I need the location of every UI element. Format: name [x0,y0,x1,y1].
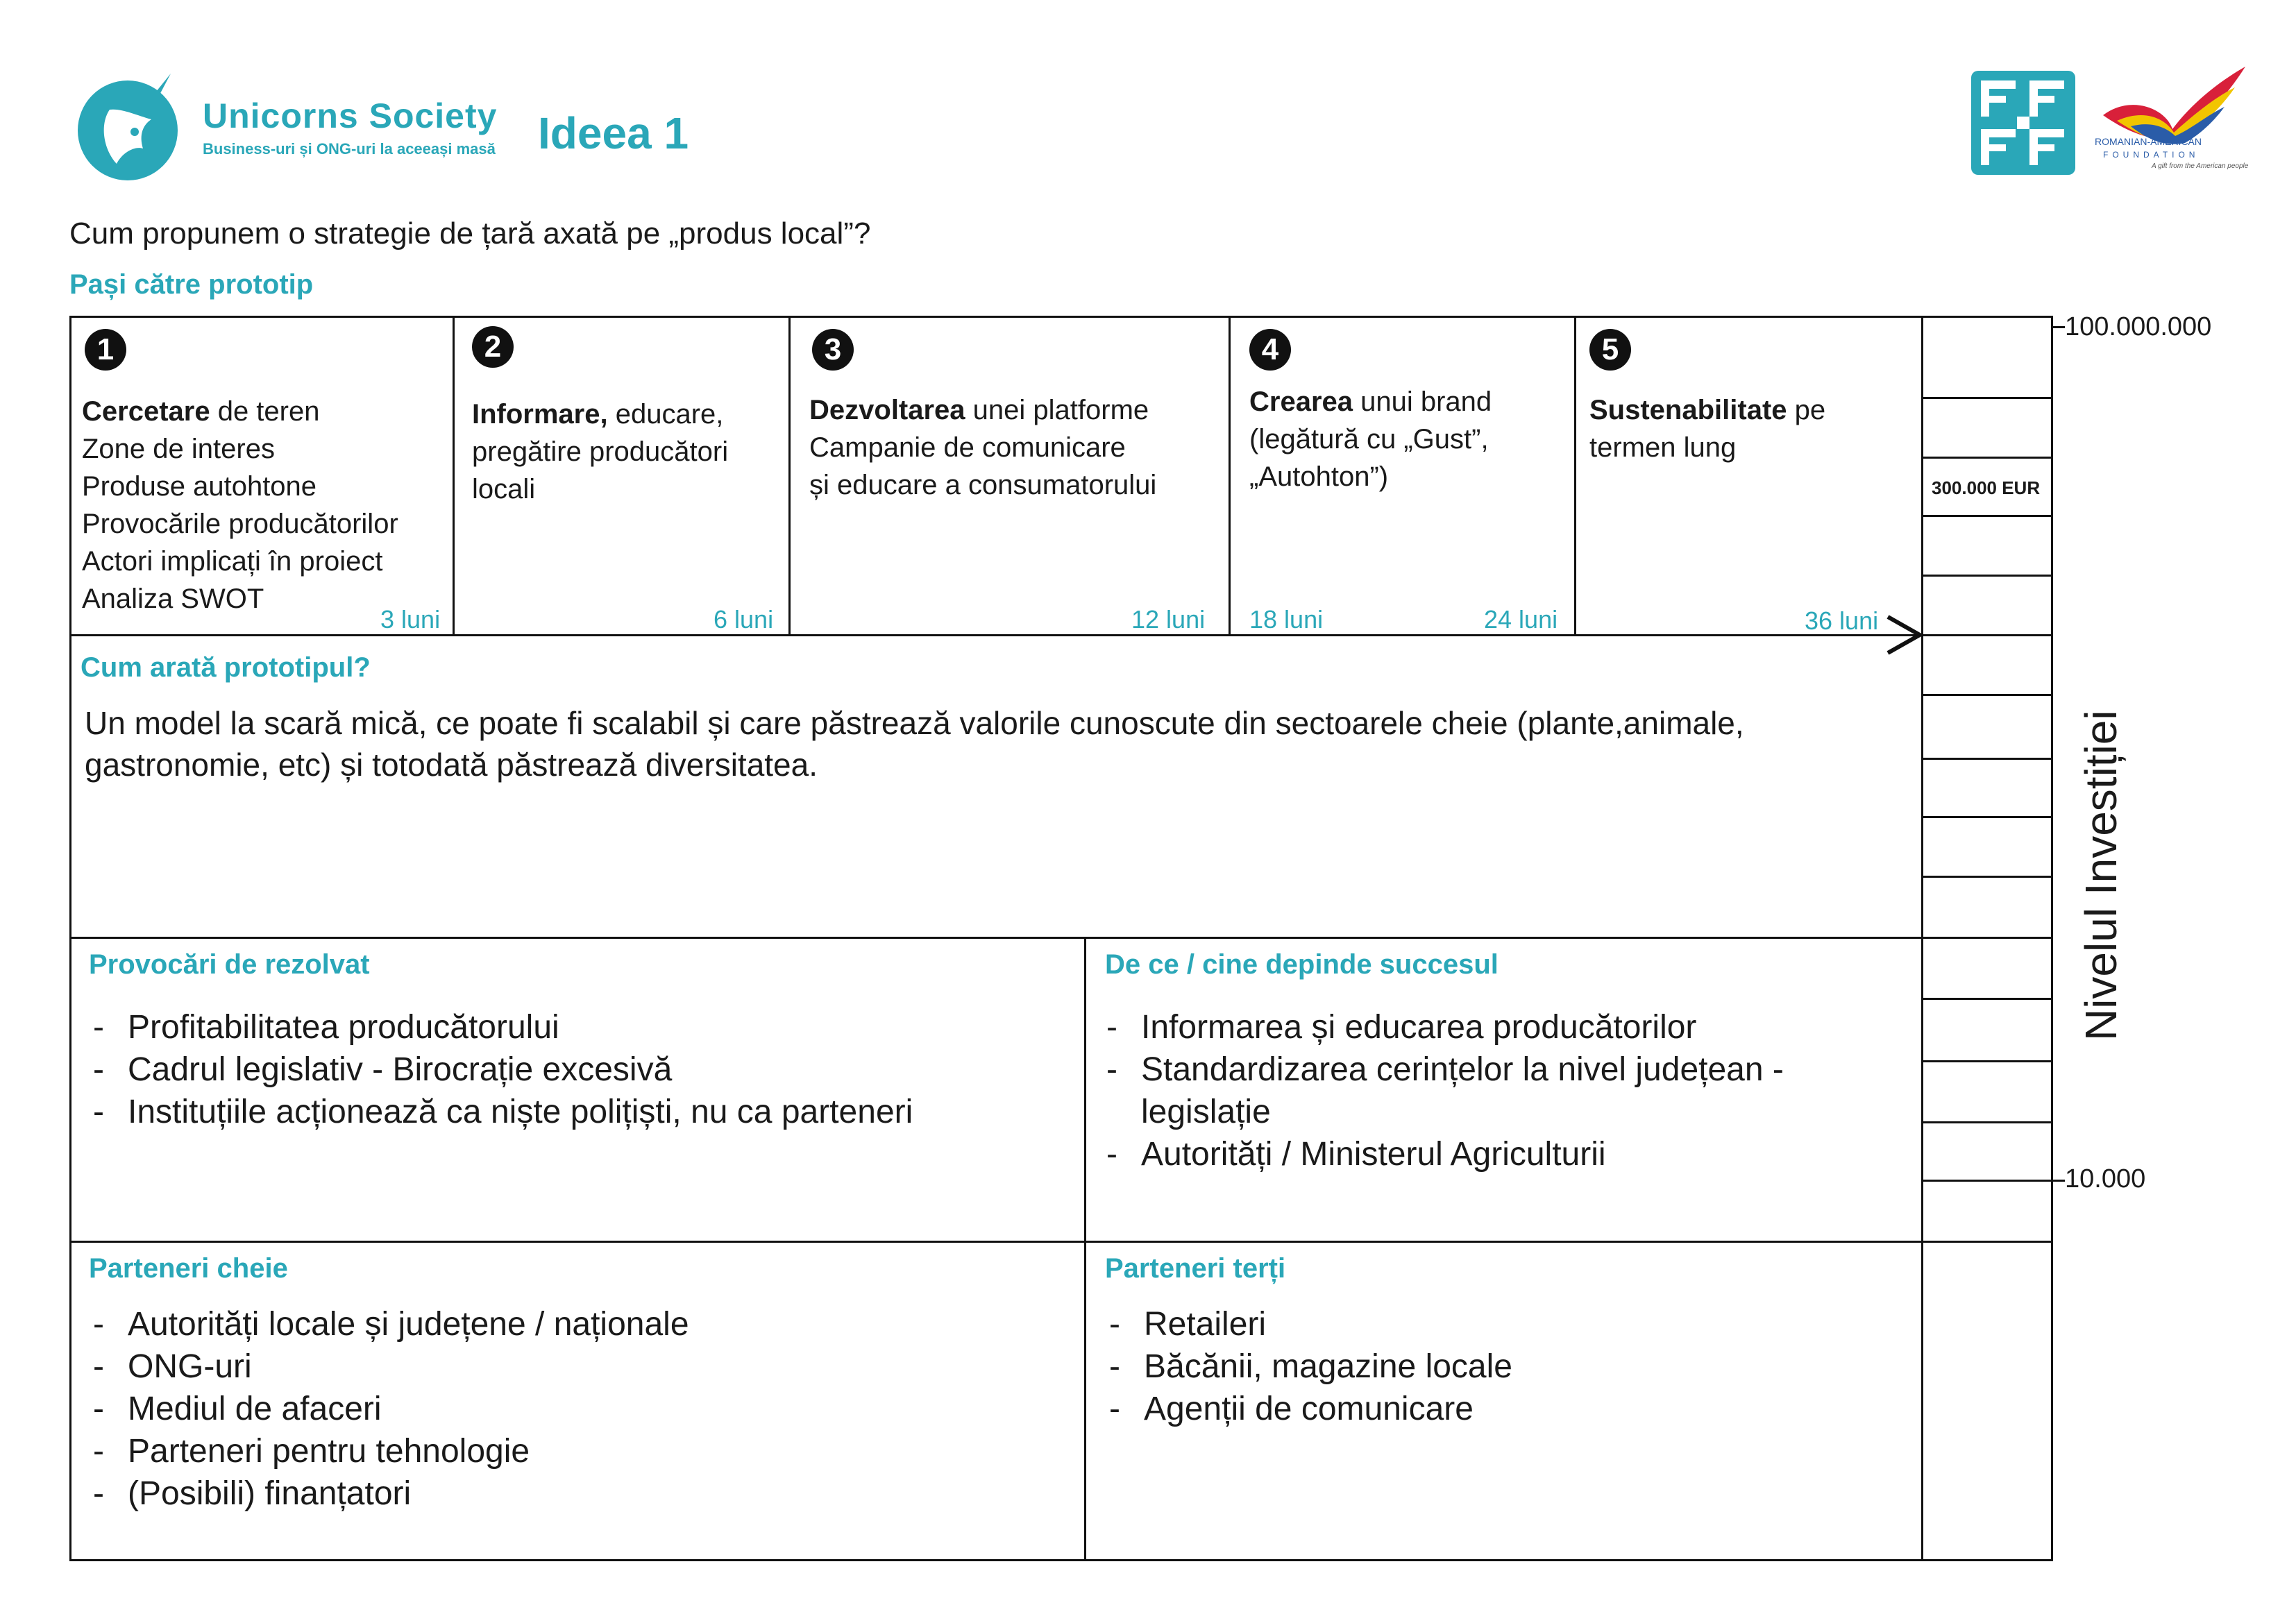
step-line: termen lung [1589,432,1737,463]
step-duration: 36 luni [1805,606,1879,635]
timeline-arrow-icon [1874,614,1923,656]
success-heading: De ce / cine depinde succesul [1105,949,1499,980]
list-item: - Informarea și educarea producătorilor [1106,1009,1697,1046]
partner-logo-tagline: A gift from the American people [2152,162,2249,170]
list-item: - Băcănii, magazine locale [1109,1348,1512,1385]
step-line: Provocările producătorilor [82,509,398,539]
step-title-bold: Crearea [1249,386,1353,417]
step-title-bold: Informare, [472,399,608,430]
list-item: - Autorități / Ministerul Agriculturii [1106,1136,1606,1173]
third-partners-heading: Parteneri terți [1105,1253,1286,1284]
steps-heading: Pași către prototip [69,269,314,300]
step-line: „Autohton”) [1249,461,1389,492]
success-list [1106,1006,1784,1175]
step-title-rest: de teren [210,396,320,427]
step-title-rest: unui brand [1353,386,1492,417]
brand-tagline: Business-uri și ONG-uri la aceeași masă [203,140,496,158]
list-item: - ONG-uri [93,1348,252,1385]
step-title-rest: educare, [607,399,724,430]
step-duration: 3 luni [380,605,441,634]
step-number-icon: 1 [85,329,126,371]
list-item: - (Posibili) finanțatori [93,1475,412,1512]
step-duration: 12 luni [1131,605,1206,634]
step-number-icon: 5 [1589,329,1631,371]
challenges-list [93,1006,913,1133]
step-duration: 6 luni [714,605,774,634]
partner-logo-name: ROMANIAN-AMERICAN [2095,136,2202,147]
list-item: legislație [1141,1094,1271,1130]
step-title-bold: Cercetare [82,396,210,427]
investment-scale-bottom: 10.000 [2065,1164,2146,1193]
step-line: (legătură cu „Gust”, [1249,424,1489,454]
step-duration-start: 18 luni [1249,605,1324,634]
step-line: Produse autohtone [82,471,317,502]
step-number-icon: 2 [472,326,514,368]
investment-marker: 300.000 EUR [1932,477,2041,498]
step-line: pregătire producători [472,436,729,467]
partner-logo-foundation: FOUNDATION [2103,150,2200,160]
key-partners-heading: Parteneri cheie [89,1253,288,1284]
list-item: - Standardizarea cerințelor la nivel județean - [1106,1051,1784,1088]
list-item: - Autorități locale și județene / naționale [93,1306,689,1343]
list-item: - Agenții de comunicare [1109,1391,1474,1427]
prototype-heading: Cum arată prototipul? [81,652,371,683]
romanian-american-foundation-logo-icon [2089,67,2249,178]
list-item: - Mediul de afaceri [93,1391,382,1427]
list-item: - Profitabilitatea producătorului [93,1009,559,1046]
step-number-icon: 4 [1249,329,1291,371]
step-number-icon: 3 [812,329,854,371]
prototype-text: Un model la scară mică, ce poate fi scalabil și care păstrează valorile cunoscute din sectoarele cheie (plante,animale, gastronomie, etc) și totodată păstrează diversitatea. [85,705,1744,783]
investment-scale-label: Nivelul Investiției [2076,710,2126,1041]
page-title: Ideea 1 [538,108,689,158]
list-item: - Parteneri pentru tehnologie [93,1433,530,1470]
step-title-bold: Dezvoltarea [809,395,965,425]
step-line: Campanie de comunicare [809,432,1126,463]
third-partners-list [1109,1303,1512,1430]
key-partners-list [93,1303,689,1515]
fff-logo-icon [1971,71,2075,175]
step-title-rest: unei platforme [965,395,1149,425]
investment-scale-top: 100.000.000 [2065,312,2212,341]
list-item: - Retaileri [1109,1306,1267,1343]
list-item: - Instituțiile acționează ca niște polițiști, nu ca parteneri [93,1094,913,1130]
step-line: Actori implicați în proiect [82,546,383,577]
list-item: - Cadrul legislativ - Birocrație excesivă [93,1051,673,1088]
step-line: Zone de interes [82,434,275,464]
step-line: și educare a consumatorului [809,470,1157,500]
step-line: locali [472,474,536,504]
challenges-heading: Provocări de rezolvat [89,949,370,980]
step-duration: 24 luni [1484,605,1558,634]
step-line: Analiza SWOT [82,584,264,614]
brand-name: Unicorns Society [203,96,498,135]
step-title-bold: Sustenabilitate [1589,395,1787,425]
step-title-rest: pe [1787,395,1826,425]
unicorns-society-logo-icon [67,67,192,185]
main-question: Cum propunem o strategie de țară axată pe „produs local”? [69,216,871,250]
